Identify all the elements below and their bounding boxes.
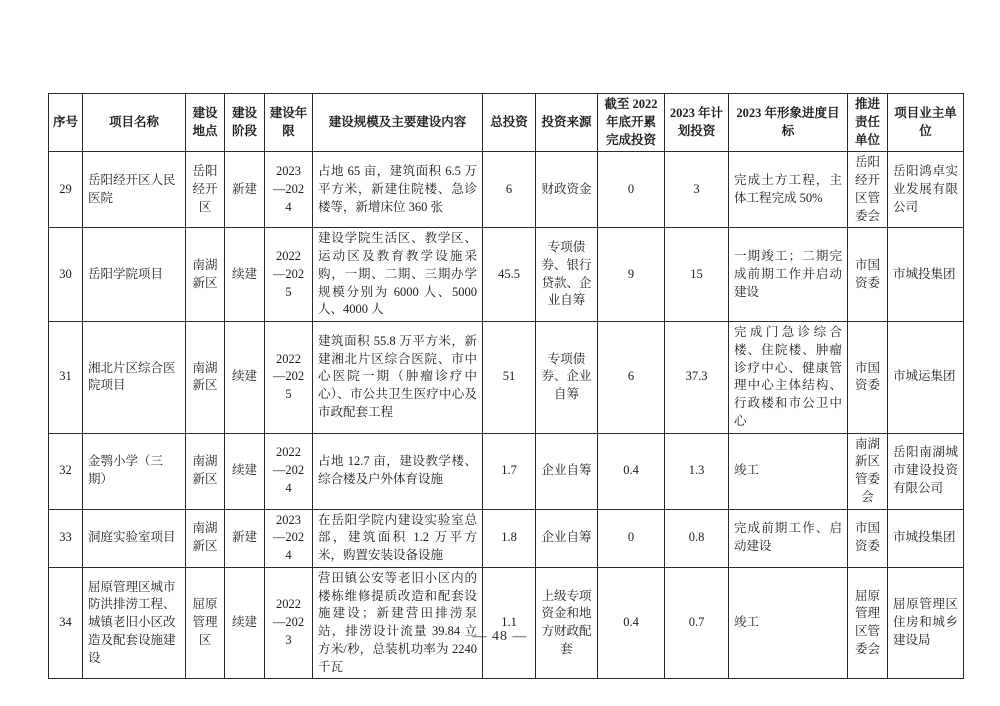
header-project-name: 项目名称 [83, 94, 186, 152]
cell-planned-2023: 15 [665, 228, 729, 322]
cell-location: 南湖新区 [186, 322, 225, 434]
cell-period: 2023—2024 [265, 152, 313, 228]
cell-location: 南湖新区 [186, 509, 225, 567]
cell-project-name: 洞庭实验室项目 [83, 509, 186, 567]
cell-progress-target: 完成门急诊综合楼、住院楼、肿瘤诊疗中心、健康管理中心主体结构、行政楼和市公卫中心 [729, 322, 848, 434]
cell-completed-by-2022: 9 [598, 228, 665, 322]
cell-investment-source: 企业自筹 [536, 433, 598, 509]
cell-stage: 续建 [225, 228, 265, 322]
cell-responsible-unit: 岳阳经开区管委会 [848, 152, 888, 228]
cell-project-name: 岳阳经开区人民医院 [83, 152, 186, 228]
header-planned-2023: 2023 年计划投资 [665, 94, 729, 152]
cell-seq: 29 [49, 152, 83, 228]
cell-total-investment: 51 [483, 322, 536, 434]
cell-location: 岳阳经开区 [186, 152, 225, 228]
cell-total-investment: 6 [483, 152, 536, 228]
cell-investment-source: 专项债券、银行贷款、企业自筹 [536, 228, 598, 322]
table-row-31 [49, 322, 964, 434]
cell-investment-source: 上级专项资金和地方财政配套 [536, 567, 598, 679]
header-seq: 序号 [49, 94, 83, 152]
cell-planned-2023: 1.3 [665, 433, 729, 509]
cell-scale: 营田镇公安等老旧小区内的楼栋维修提质改造和配套设施建设；新建营田排涝泵站，排涝设计流量 39.84 立方米/秒，总装机功率为 2240 千瓦 [313, 567, 483, 679]
cell-owner-unit: 岳阳鸿卓实业发展有限公司 [888, 152, 964, 228]
cell-project-name: 岳阳学院项目 [83, 228, 186, 322]
cell-seq: 33 [49, 509, 83, 567]
cell-progress-target: 完成土方工程，主体工程完成 50% [729, 152, 848, 228]
cell-completed-by-2022: 0.4 [598, 567, 665, 679]
cell-location: 南湖新区 [186, 228, 225, 322]
cell-period: 2022—2024 [265, 433, 313, 509]
cell-total-investment: 1.1 [483, 567, 536, 679]
header-investment-source: 投资来源 [536, 94, 598, 152]
cell-scale: 在岳阳学院内建设实验室总部，建筑面积 1.2 万平方米，购置安装设备设施 [313, 509, 483, 567]
cell-stage: 新建 [225, 509, 265, 567]
cell-total-investment: 1.8 [483, 509, 536, 567]
cell-scale: 建设学院生活区、教学区、运动区及教育教学设施采购，一期、二期、三期办学规模分别为 6000 人、5000 人、4000 人 [313, 228, 483, 322]
header-period: 建设年限 [265, 94, 313, 152]
cell-period: 2022—2023 [265, 567, 313, 679]
table-header-row [49, 94, 964, 152]
cell-owner-unit: 屈原管理区住房和城乡建设局 [888, 567, 964, 679]
header-progress-target: 2023 年形象进度目标 [729, 94, 848, 152]
cell-scale: 占地 12.7 亩，建设教学楼、综合楼及户外体育设施 [313, 433, 483, 509]
cell-investment-source: 企业自筹 [536, 509, 598, 567]
cell-responsible-unit: 南湖新区管委会 [848, 433, 888, 509]
cell-stage: 续建 [225, 433, 265, 509]
cell-responsible-unit: 市国资委 [848, 322, 888, 434]
cell-project-name: 湘北片区综合医院项目 [83, 322, 186, 434]
page-number: — 48 — [472, 629, 528, 644]
cell-total-investment: 45.5 [483, 228, 536, 322]
cell-location: 南湖新区 [186, 433, 225, 509]
cell-responsible-unit: 市国资委 [848, 509, 888, 567]
cell-planned-2023: 37.3 [665, 322, 729, 434]
cell-completed-by-2022: 0.4 [598, 433, 665, 509]
cell-location: 屈原管理区 [186, 567, 225, 679]
table-row-34 [49, 567, 964, 679]
cell-period: 2022—2025 [265, 228, 313, 322]
cell-seq: 30 [49, 228, 83, 322]
header-stage: 建设阶段 [225, 94, 265, 152]
cell-scale: 占地 65 亩，建筑面积 6.5 万平方米，新建住院楼、急诊楼等，新增床位 360 张 [313, 152, 483, 228]
cell-owner-unit: 市城运集团 [888, 322, 964, 434]
cell-owner-unit: 市城投集团 [888, 228, 964, 322]
header-completed-by-2022: 截至 2022 年底开累完成投资 [598, 94, 665, 152]
cell-completed-by-2022: 0 [598, 152, 665, 228]
cell-completed-by-2022: 6 [598, 322, 665, 434]
cell-responsible-unit: 市国资委 [848, 228, 888, 322]
cell-seq: 32 [49, 433, 83, 509]
header-owner-unit: 项目业主单位 [888, 94, 964, 152]
cell-planned-2023: 0.7 [665, 567, 729, 679]
cell-progress-target: 完成前期工作、启动建设 [729, 509, 848, 567]
cell-seq: 34 [49, 567, 83, 679]
cell-stage: 续建 [225, 567, 265, 679]
header-responsible-unit: 推进责任单位 [848, 94, 888, 152]
header-scale: 建设规模及主要建设内容 [313, 94, 483, 152]
cell-stage: 续建 [225, 322, 265, 434]
cell-seq: 31 [49, 322, 83, 434]
header-location: 建设地点 [186, 94, 225, 152]
cell-investment-source: 专项债券、企业自筹 [536, 322, 598, 434]
cell-progress-target: 竣工 [729, 567, 848, 679]
table-row-32 [49, 433, 964, 509]
cell-planned-2023: 3 [665, 152, 729, 228]
cell-investment-source: 财政资金 [536, 152, 598, 228]
cell-project-name: 屈原管理区城市防洪排涝工程、城镇老旧小区改造及配套设施建设 [83, 567, 186, 679]
cell-responsible-unit: 屈原管理区管委会 [848, 567, 888, 679]
table-row-30 [49, 228, 964, 322]
cell-total-investment: 1.7 [483, 433, 536, 509]
cell-progress-target: 竣工 [729, 433, 848, 509]
cell-period: 2023—2024 [265, 509, 313, 567]
table-row-33 [49, 509, 964, 567]
cell-planned-2023: 0.8 [665, 509, 729, 567]
cell-period: 2022—2025 [265, 322, 313, 434]
cell-project-name: 金鹗小学（三期） [83, 433, 186, 509]
table-row-29 [49, 152, 964, 228]
header-total-investment: 总投资 [483, 94, 536, 152]
cell-stage: 新建 [225, 152, 265, 228]
cell-scale: 建筑面积 55.8 万平方米，新建湘北片区综合医院、市中心医院一期（肿瘤诊疗中心）、市公共卫生医疗中心及市政配套工程 [313, 322, 483, 434]
cell-completed-by-2022: 0 [598, 509, 665, 567]
cell-owner-unit: 岳阳南湖城市建设投资有限公司 [888, 433, 964, 509]
project-table [48, 93, 964, 679]
cell-owner-unit: 市城投集团 [888, 509, 964, 567]
cell-progress-target: 一期竣工；二期完成前期工作并启动建设 [729, 228, 848, 322]
